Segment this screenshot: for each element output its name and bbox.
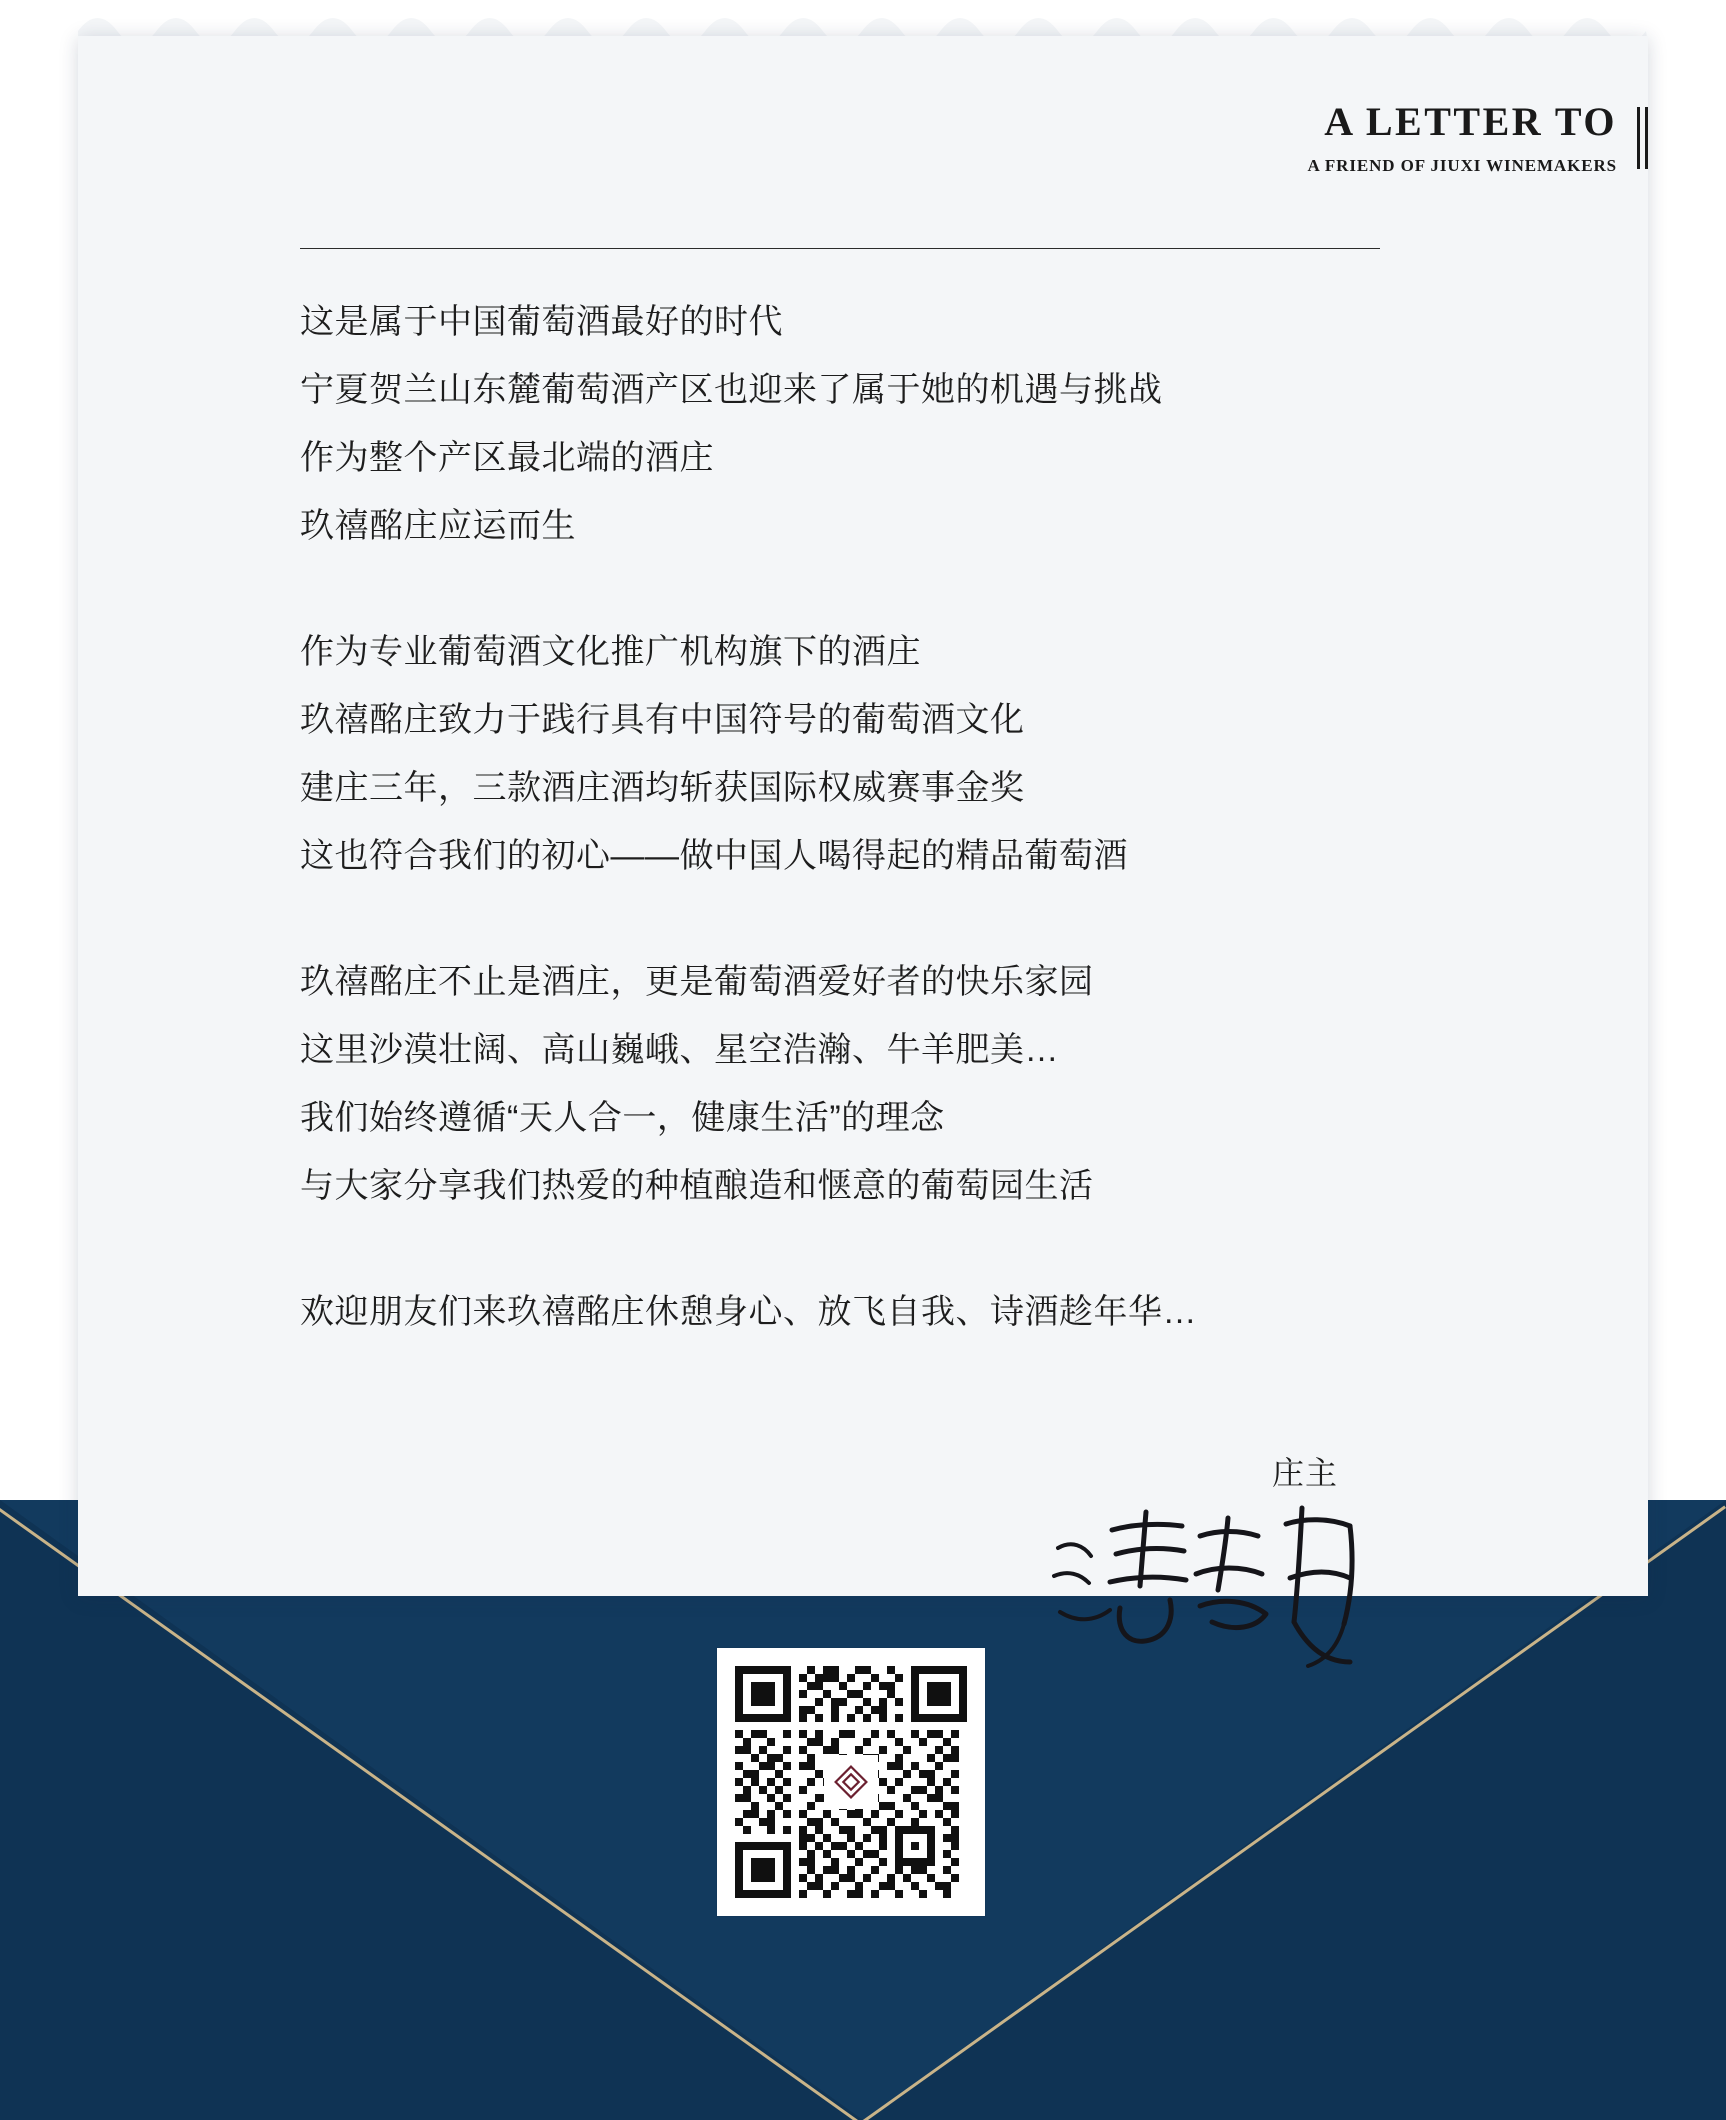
qr-code-card[interactable] bbox=[717, 1648, 985, 1916]
letter-line: 作为整个产区最北端的酒庄 bbox=[300, 439, 714, 477]
letter-line: 玖禧酩庄不止是酒庄，更是葡萄酒爱好者的快乐家园 bbox=[300, 963, 1094, 1001]
letter-header bbox=[748, 100, 1648, 176]
letter-line: 玖禧酩庄应运而生 bbox=[300, 507, 576, 545]
letter-line: 宁夏贺兰山东麓葡萄酒产区也迎来了属于她的机遇与挑战 bbox=[300, 371, 1163, 409]
letter-line: 玖禧酩庄致力于践行具有中国符号的葡萄酒文化 bbox=[300, 701, 1025, 739]
letter-line: 这也符合我们的初心——做中国人喝得起的精品葡萄酒 bbox=[300, 837, 1128, 875]
letter-line: 建庄三年，三款酒庄酒均斩获国际权威赛事金奖 bbox=[300, 769, 1025, 807]
page-title: A LETTER TO bbox=[1324, 99, 1617, 144]
paragraph-2 bbox=[300, 618, 1420, 890]
signature-label: 庄主 bbox=[1272, 1455, 1339, 1491]
paragraph-3 bbox=[300, 948, 1420, 1220]
letter-line: 欢迎朋友们来玖禧酩庄休憩身心、放飞自我、诗酒趁年华… bbox=[300, 1293, 1197, 1331]
letter-body bbox=[300, 288, 1420, 1346]
double-bar-icon bbox=[1637, 107, 1648, 169]
page-subtitle: A FRIEND OF JIUXI WINEMAKERS bbox=[1307, 156, 1617, 175]
letter-line: 我们始终遵循“天人合一，健康生活”的理念 bbox=[300, 1099, 945, 1137]
paragraph-1 bbox=[300, 288, 1420, 560]
letter-line: 这是属于中国葡萄酒最好的时代 bbox=[300, 303, 783, 341]
header-divider bbox=[300, 248, 1380, 249]
handwritten-signature bbox=[1050, 1490, 1380, 1680]
letter-line: 作为专业葡萄酒文化推广机构旗下的酒庄 bbox=[300, 633, 921, 671]
diamond-icon bbox=[824, 1755, 878, 1809]
letter-line: 这里沙漠壮阔、高山巍峨、星空浩瀚、牛羊肥美… bbox=[300, 1031, 1059, 1069]
paragraph-4 bbox=[300, 1278, 1420, 1346]
letter-line: 与大家分享我们热爱的种植酿造和惬意的葡萄园生活 bbox=[300, 1167, 1094, 1205]
